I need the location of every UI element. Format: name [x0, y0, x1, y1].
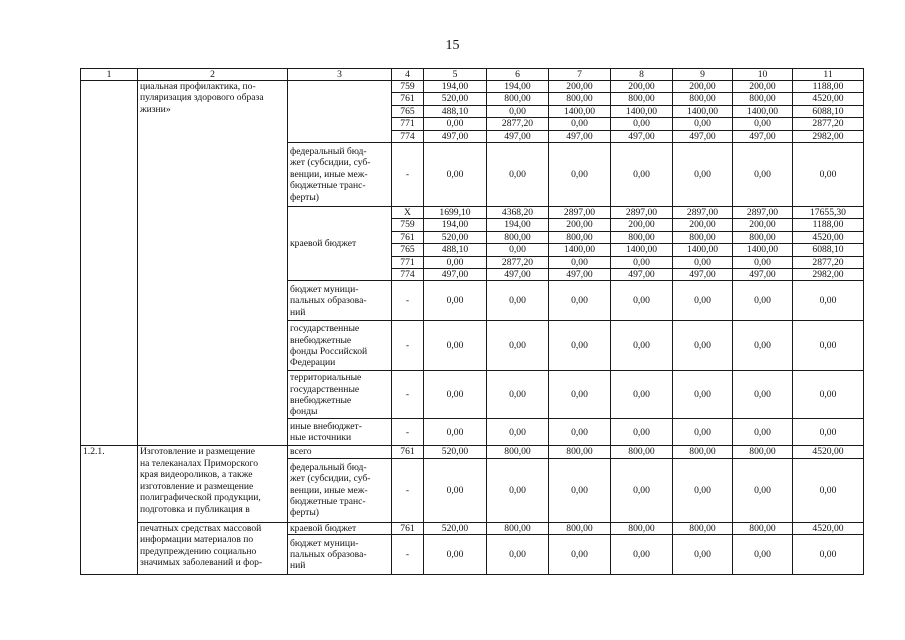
value-cell: 2877,20	[793, 256, 864, 268]
value-cell: 2897,00	[611, 207, 673, 219]
value-cell: 0,00	[673, 321, 733, 371]
value-cell: 800,00	[487, 231, 549, 243]
source-label: бюджет муници- пальных образова- ний	[288, 535, 392, 575]
code-cell: -	[392, 458, 424, 522]
value-cell: 0,00	[487, 458, 549, 522]
value-cell: 0,00	[611, 458, 673, 522]
value-cell: 0,00	[733, 371, 793, 419]
value-cell: 800,00	[611, 93, 673, 105]
value-cell: 0,00	[733, 419, 793, 446]
value-cell: 2897,00	[673, 207, 733, 219]
value-cell: 1400,00	[611, 105, 673, 117]
value-cell: 497,00	[673, 130, 733, 142]
value-cell: 0,00	[733, 118, 793, 130]
value-cell: 0,00	[611, 419, 673, 446]
value-cell: 0,00	[549, 118, 611, 130]
value-cell: 0,00	[673, 118, 733, 130]
source-label: иные внебюджет- ные источники	[288, 419, 392, 446]
value-cell: 194,00	[424, 81, 487, 93]
column-header: 2	[138, 69, 288, 81]
value-cell: 4368,20	[487, 207, 549, 219]
value-cell: 4520,00	[793, 231, 864, 243]
column-header: 4	[392, 69, 424, 81]
value-cell: 520,00	[424, 93, 487, 105]
source-label: краевой бюджет	[288, 207, 392, 281]
table-row	[81, 446, 864, 458]
code-cell: -	[392, 321, 424, 371]
value-cell: 0,00	[733, 143, 793, 207]
budget-table	[80, 68, 864, 575]
value-cell: 1400,00	[611, 244, 673, 256]
value-cell: 497,00	[424, 269, 487, 281]
value-cell: 0,00	[487, 371, 549, 419]
table-row	[81, 69, 864, 81]
value-cell: 800,00	[549, 446, 611, 458]
source-label: территориальные государственные внебюджетные фонды	[288, 371, 392, 419]
code-cell: 761	[392, 231, 424, 243]
value-cell: 0,00	[673, 535, 733, 575]
page-number: 15	[445, 38, 460, 53]
value-cell: 800,00	[487, 93, 549, 105]
value-cell: 0,00	[673, 371, 733, 419]
value-cell: 0,00	[611, 535, 673, 575]
value-cell: 1400,00	[673, 105, 733, 117]
value-cell: 520,00	[424, 446, 487, 458]
value-cell: 0,00	[733, 321, 793, 371]
value-cell: 800,00	[549, 93, 611, 105]
value-cell: 200,00	[549, 81, 611, 93]
value-cell: 0,00	[424, 143, 487, 207]
value-cell: 0,00	[549, 535, 611, 575]
value-cell: 1400,00	[733, 244, 793, 256]
code-cell: -	[392, 535, 424, 575]
value-cell: 0,00	[733, 535, 793, 575]
value-cell: 0,00	[487, 419, 549, 446]
value-cell: 0,00	[611, 143, 673, 207]
value-cell: 0,00	[424, 458, 487, 522]
value-cell: 2877,20	[487, 118, 549, 130]
column-header: 1	[81, 69, 138, 81]
table-row	[81, 522, 864, 534]
value-cell: 0,00	[549, 281, 611, 321]
item-description: Изготовление и размещение на телеканалах Приморского края видеороликов, а также изготовление и размещение полиграфической продукции, подготовка и публикация в	[138, 446, 288, 522]
value-cell: 0,00	[733, 458, 793, 522]
value-cell: 497,00	[733, 130, 793, 142]
value-cell: 194,00	[487, 81, 549, 93]
column-header: 6	[487, 69, 549, 81]
item-number-cell: 1.2.1.	[81, 446, 138, 575]
code-cell: 771	[392, 256, 424, 268]
value-cell: 0,00	[793, 371, 864, 419]
value-cell: 800,00	[733, 522, 793, 534]
value-cell: 800,00	[487, 446, 549, 458]
value-cell: 2877,20	[487, 256, 549, 268]
value-cell: 200,00	[611, 219, 673, 231]
value-cell: 520,00	[424, 231, 487, 243]
value-cell: 0,00	[549, 256, 611, 268]
value-cell: 1188,00	[793, 219, 864, 231]
value-cell: 200,00	[611, 81, 673, 93]
value-cell: 0,00	[487, 143, 549, 207]
value-cell: 0,00	[611, 118, 673, 130]
code-cell: 765	[392, 244, 424, 256]
value-cell: 800,00	[673, 522, 733, 534]
value-cell: 194,00	[487, 219, 549, 231]
value-cell: 4520,00	[793, 522, 864, 534]
value-cell: 4520,00	[793, 93, 864, 105]
code-cell: -	[392, 281, 424, 321]
value-cell: 520,00	[424, 522, 487, 534]
value-cell: 800,00	[611, 522, 673, 534]
value-cell: 0,00	[487, 321, 549, 371]
value-cell: 2897,00	[733, 207, 793, 219]
code-cell: X	[392, 207, 424, 219]
value-cell: 0,00	[424, 256, 487, 268]
value-cell: 497,00	[611, 130, 673, 142]
value-cell: 497,00	[549, 130, 611, 142]
value-cell: 800,00	[611, 446, 673, 458]
value-cell: 800,00	[549, 522, 611, 534]
table-row	[81, 81, 864, 93]
value-cell: 0,00	[793, 321, 864, 371]
code-cell: -	[392, 143, 424, 207]
value-cell: 800,00	[611, 231, 673, 243]
value-cell: 200,00	[673, 81, 733, 93]
value-cell: 200,00	[673, 219, 733, 231]
source-label: бюджет муници- пальных образова- ний	[288, 281, 392, 321]
value-cell: 0,00	[793, 281, 864, 321]
value-cell: 0,00	[424, 118, 487, 130]
code-cell: 759	[392, 81, 424, 93]
value-cell: 0,00	[549, 143, 611, 207]
value-cell: 4520,00	[793, 446, 864, 458]
value-cell: 0,00	[549, 419, 611, 446]
value-cell: 200,00	[733, 81, 793, 93]
value-cell: 194,00	[424, 219, 487, 231]
value-cell: 0,00	[793, 535, 864, 575]
value-cell: 0,00	[733, 256, 793, 268]
column-header: 9	[673, 69, 733, 81]
value-cell: 17655,30	[793, 207, 864, 219]
code-cell: 761	[392, 522, 424, 534]
value-cell: 0,00	[793, 143, 864, 207]
value-cell: 497,00	[487, 130, 549, 142]
value-cell: 1400,00	[673, 244, 733, 256]
source-cell	[288, 81, 392, 143]
value-cell: 497,00	[424, 130, 487, 142]
value-cell: 0,00	[611, 321, 673, 371]
item-number-cell	[81, 81, 138, 446]
value-cell: 800,00	[673, 231, 733, 243]
value-cell: 497,00	[611, 269, 673, 281]
code-cell: 765	[392, 105, 424, 117]
value-cell: 2982,00	[793, 130, 864, 142]
value-cell: 2982,00	[793, 269, 864, 281]
code-cell: 771	[392, 118, 424, 130]
code-cell: 761	[392, 446, 424, 458]
value-cell: 800,00	[487, 522, 549, 534]
value-cell: 800,00	[549, 231, 611, 243]
value-cell: 0,00	[611, 371, 673, 419]
code-cell: 761	[392, 93, 424, 105]
item-description: печатных средствах массовой информации материалов по предупреждению социально значимых заболеваний и фор-	[138, 522, 288, 574]
value-cell: 497,00	[549, 269, 611, 281]
column-header: 10	[733, 69, 793, 81]
value-cell: 200,00	[733, 219, 793, 231]
value-cell: 497,00	[733, 269, 793, 281]
value-cell: 6088,10	[793, 105, 864, 117]
value-cell: 800,00	[733, 231, 793, 243]
value-cell: 800,00	[733, 446, 793, 458]
column-header: 7	[549, 69, 611, 81]
value-cell: 800,00	[673, 446, 733, 458]
value-cell: 0,00	[549, 321, 611, 371]
value-cell: 0,00	[424, 281, 487, 321]
value-cell: 2877,20	[793, 118, 864, 130]
value-cell: 0,00	[549, 458, 611, 522]
value-cell: 0,00	[611, 256, 673, 268]
value-cell: 0,00	[424, 419, 487, 446]
source-label: краевой бюджет	[288, 522, 392, 534]
value-cell: 800,00	[673, 93, 733, 105]
code-cell: -	[392, 371, 424, 419]
value-cell: 1400,00	[733, 105, 793, 117]
value-cell: 1188,00	[793, 81, 864, 93]
value-cell: 1400,00	[549, 105, 611, 117]
value-cell: 0,00	[733, 281, 793, 321]
source-label: государственные внебюджетные фонды Российской Федерации	[288, 321, 392, 371]
value-cell: 0,00	[793, 419, 864, 446]
value-cell: 497,00	[673, 269, 733, 281]
value-cell: 497,00	[487, 269, 549, 281]
value-cell: 0,00	[424, 535, 487, 575]
value-cell: 200,00	[549, 219, 611, 231]
column-header: 3	[288, 69, 392, 81]
column-header: 11	[793, 69, 864, 81]
column-header: 8	[611, 69, 673, 81]
value-cell: 0,00	[673, 419, 733, 446]
value-cell: 0,00	[673, 281, 733, 321]
value-cell: 0,00	[487, 105, 549, 117]
code-cell: 759	[392, 219, 424, 231]
value-cell: 0,00	[611, 281, 673, 321]
value-cell: 0,00	[487, 281, 549, 321]
source-label: федеральный бюд- жет (субсидии, суб- венции, иные меж- бюджетные транс- ферты)	[288, 143, 392, 207]
value-cell: 0,00	[424, 371, 487, 419]
code-cell: 774	[392, 269, 424, 281]
column-header: 5	[424, 69, 487, 81]
source-label: всего	[288, 446, 392, 458]
value-cell: 0,00	[673, 143, 733, 207]
source-label: федеральный бюд- жет (субсидии, суб- венции, иные меж- бюджетные транс- ферты)	[288, 458, 392, 522]
value-cell: 2897,00	[549, 207, 611, 219]
value-cell: 0,00	[549, 371, 611, 419]
value-cell: 1699,10	[424, 207, 487, 219]
value-cell: 488,10	[424, 105, 487, 117]
value-cell: 6088,10	[793, 244, 864, 256]
value-cell: 0,00	[673, 458, 733, 522]
item-description: циальная профилактика, по- пуляризация здорового образа жизни»	[138, 81, 288, 446]
value-cell: 0,00	[793, 458, 864, 522]
code-cell: -	[392, 419, 424, 446]
value-cell: 0,00	[487, 244, 549, 256]
value-cell: 1400,00	[549, 244, 611, 256]
code-cell: 774	[392, 130, 424, 142]
value-cell: 0,00	[487, 535, 549, 575]
value-cell: 800,00	[733, 93, 793, 105]
value-cell: 488,10	[424, 244, 487, 256]
value-cell: 0,00	[424, 321, 487, 371]
value-cell: 0,00	[673, 256, 733, 268]
